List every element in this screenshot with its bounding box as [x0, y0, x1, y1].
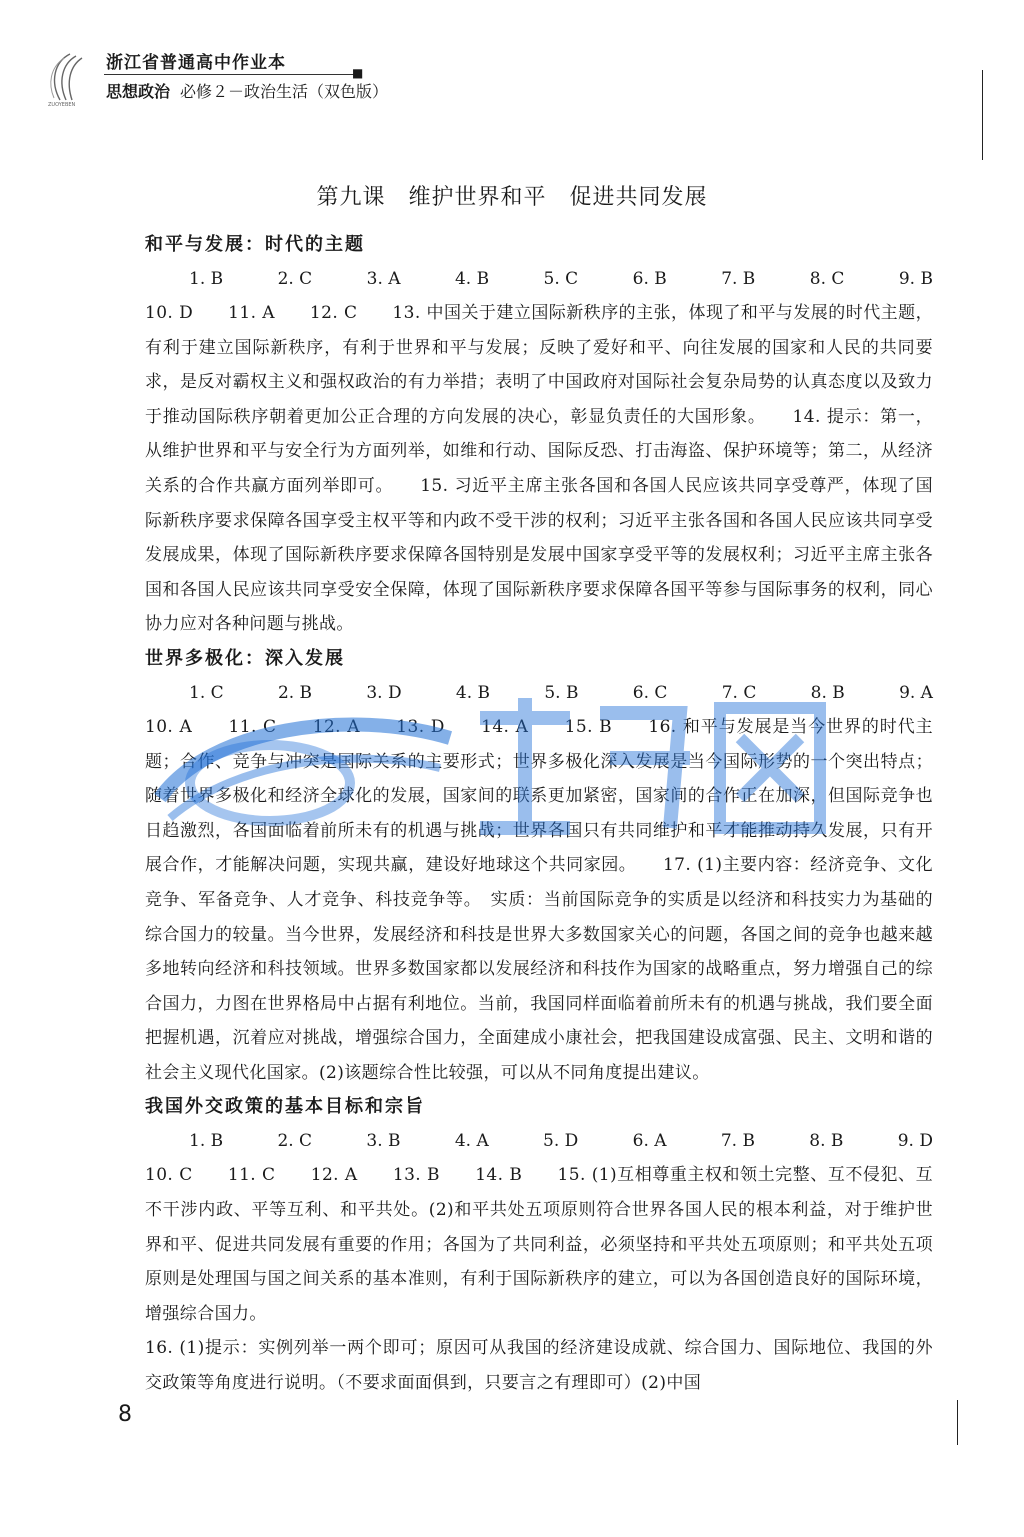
book-label: 必修２－政治生活（双色版）	[180, 82, 389, 101]
choice-answer: 6. C	[632, 682, 668, 703]
choice-answer: 9. A	[899, 682, 933, 703]
choice-answer: 7. B	[721, 269, 756, 289]
header-marker: ■	[352, 66, 366, 80]
logo-text: ZUOYEBEN	[48, 102, 76, 108]
answer-paragraph: 10. A 11. C 12. A 13. D 14. A 15. B 16. 和平与发展是当今世界的时代主题；合作、竞争与冲突是国际关系的主要形式；世界多极化深入发展是当今国际形势的一个突出特点；随着世界多极化和经济全球化的发展，国家间的联系更加紧密，国家间的合作正在加深，但国际竞争也日趋激烈，各国面临着前所未有的机遇与挑战；世界各国只有共同维护和平才能推动持久发展，只有开展合作，才能解决问题，实现共赢，建设好地球这个共同家园。 17. (1)主要内容：经济竞争、文化竞争、军备竞争、人才竞争、科技竞争等。 实质：当前国际竞争的实质是以经济和科技实力为基础的综合国力的较量。当今世界，发展经济和科技是世界大多数国家关心的问题，各国之间的竞争也越来越多地转向经济和科技领域。世界多数国家都以发展经济和科技作为国家的战略重点，努力增强自己的综合国力，力图在世界格局中占据有利地位。当前，我国同样面临着前所未有的机遇与挑战，我们要全面把握机遇，沉着应对挑战，增强综合国力，全面建成小康社会，把我国建设成富强、民主、文明和谐的社会主义现代化国家。(2)该题综合性比较强，可以从不同角度提出建议。	[145, 716, 933, 1083]
section-title: 和平与发展：时代的主题	[145, 234, 365, 255]
choice-answers-row	[145, 676, 933, 710]
choice-answer: 8. B	[810, 682, 845, 703]
choice-answer: 7. B	[720, 1131, 755, 1152]
margin-line	[957, 1400, 958, 1445]
page-header	[40, 44, 460, 114]
choice-answer: 7. C	[721, 682, 757, 703]
choice-answer: 6. B	[632, 269, 667, 289]
choice-answer: 8. B	[809, 1131, 844, 1152]
answer-content	[145, 228, 933, 1401]
choice-answer: 2. C	[277, 269, 313, 289]
book-subtitle	[106, 79, 388, 102]
series-title: 浙江省普通高中作业本	[106, 53, 286, 73]
section-title: 我国外交政策的基本目标和宗旨	[145, 1096, 425, 1118]
page-number: 8	[118, 1402, 132, 1427]
series-logo-icon	[40, 48, 100, 108]
choice-answer: 1. B	[189, 269, 224, 289]
choice-answers-row	[145, 262, 933, 296]
choice-answer: 6. A	[632, 1131, 667, 1152]
choice-answer: 3. A	[366, 269, 401, 289]
choice-answer: 2. C	[277, 1131, 313, 1152]
choice-answer: 3. B	[366, 1131, 401, 1152]
choice-answer: 5. C	[543, 269, 579, 289]
subject-label: 思想政治	[106, 82, 171, 101]
section-title: 世界多极化：深入发展	[145, 647, 345, 669]
answer-paragraph: 16. (1)提示：实例列举一两个即可；原因可从我国的经济建设成就、综合国力、国际地位、我国的外交政策等角度进行说明。（不要求面面俱到，只要言之有理即可）(2)中国	[145, 1338, 933, 1394]
choice-answer: 9. B	[898, 269, 933, 289]
choice-answer: 1. B	[189, 1131, 224, 1152]
choice-answer: 1. C	[189, 682, 224, 703]
choice-answer: 8. C	[809, 269, 845, 289]
choice-answer: 4. B	[454, 269, 490, 289]
answer-paragraph: 10. D 11. A 12. C 13. 中国关于建立国际新秩序的主张，体现了和平与发展的时代主题，有利于建立国际新秩序，有利于世界和平与发展；反映了爱好和平、向往发展的国家和人民的共同要求，是反对霸权主义和强权政治的有力举措；表明了中国政府对国际社会复杂局势的认真态度以及致力于推动国际秩序朝着更加公正合理的方向发展的决心，彰显负责任的大国形象。 14. 提示：第一，从维护世界和平与安全行为方面列举，如维和行动、国际反恐、打击海盗、保护环境等；第二，从经济关系的合作共赢方面列举即可。 15. 习近平主席主张各国和各国人民应该共同享受尊严，体现了国际新秩序要求保障各国享受主权平等和内政不受干涉的权利；习近平主张各国和各国人民应该共同享受发展成果，体现了国际新秩序要求保障各国特别是发展中国家享受平等的发展权利；习近平主席主张各国和各国人民应该共同享受安全保障，体现了国际新秩序要求保障各国平等参与国际事务的权利，同心协力应对各种问题与挑战。	[145, 303, 933, 635]
answer-paragraph: 10. C 11. C 12. A 13. B 14. B 15. (1)互相尊重主权和领土完整、互不侵犯、互不干涉内政、平等互利、和平共处。(2)和平共处五项原则符合世界各国人民的根本利益，对于维护世界和平、促进共同发展有重要的作用；各国为了共同利益，必须坚持和平共处五项原则；和平共处五项原则是处理国与国之间关系的基本准则，有利于国际新秩序的建立，可以为各国创造良好的国际环境，增强综合国力。	[145, 1165, 933, 1324]
choice-answer: 4. A	[454, 1131, 489, 1152]
choice-answer: 2. B	[277, 682, 313, 703]
choice-answer: 5. D	[543, 1131, 579, 1152]
lesson-title: 第九课 维护世界和平 促进共同发展	[316, 185, 708, 210]
margin-line	[982, 70, 983, 160]
choice-answer: 5. B	[544, 682, 579, 703]
choice-answer: 9. D	[897, 1131, 933, 1152]
choice-answers-row	[145, 1124, 933, 1158]
header-rule	[104, 74, 354, 75]
choice-answer: 4. B	[455, 682, 491, 703]
choice-answer: 3. D	[366, 682, 402, 703]
